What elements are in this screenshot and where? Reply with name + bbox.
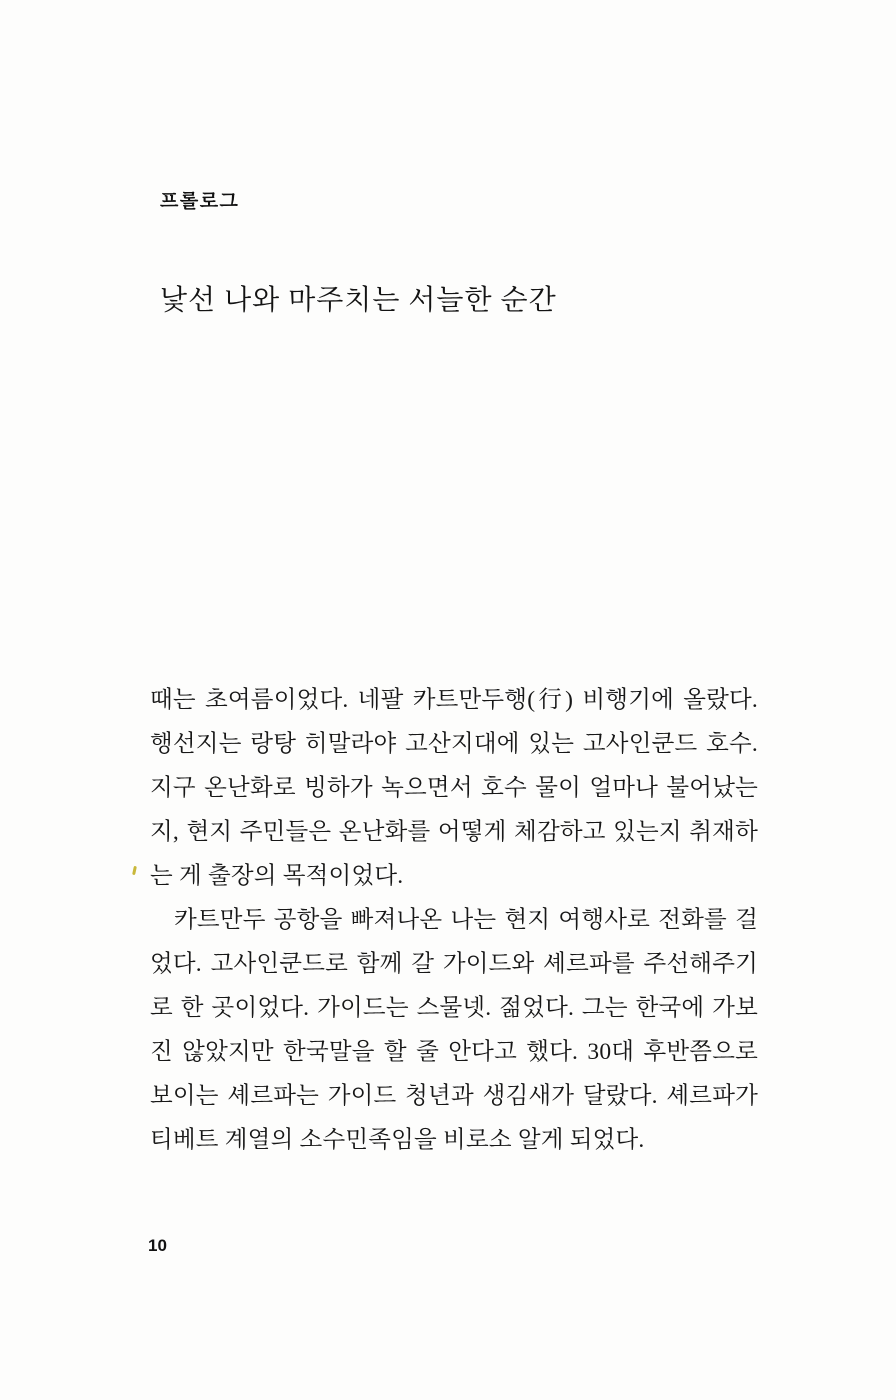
paragraph: 때는 초여름이었다. 네팔 카트만두행(行) 비행기에 올랐다. 행선지는 랑탕 히말라야 고산지대에 있는 고사인쿤드 호수. 지구 온난화로 빙하가 녹으면서 호수 물이 얼마나 불어났는지, 현지 주민들은 온난화를 어떻게 체감하고 있는지 취재하는 게 출장의 목적이었다. [150, 687, 758, 889]
body-text [150, 678, 758, 1162]
page-title: 낯선 나와 마주치는 서늘한 순간 [160, 285, 557, 316]
ink-mark-decoration [132, 866, 137, 875]
page-number: 10 [148, 1236, 167, 1255]
paragraph: 카트만두 공항을 빠져나온 나는 현지 여행사로 전화를 걸었다. 고사인쿤드로 함께 갈 가이드와 셰르파를 주선해주기로 한 곳이었다. 가이드는 스물넷. 젊었다. 그는 한국에 가보진 않았지만 한국말을 할 줄 안다고 했다. 30대 후반쯤으로 보이는 셰르파는 가이드 청년과 생김새가 달랐다. 셰르파가 티베트 계열의 소수민족임을 비로소 알게 되었다. [150, 907, 758, 1153]
section-label: 프롤로그 [160, 191, 240, 212]
